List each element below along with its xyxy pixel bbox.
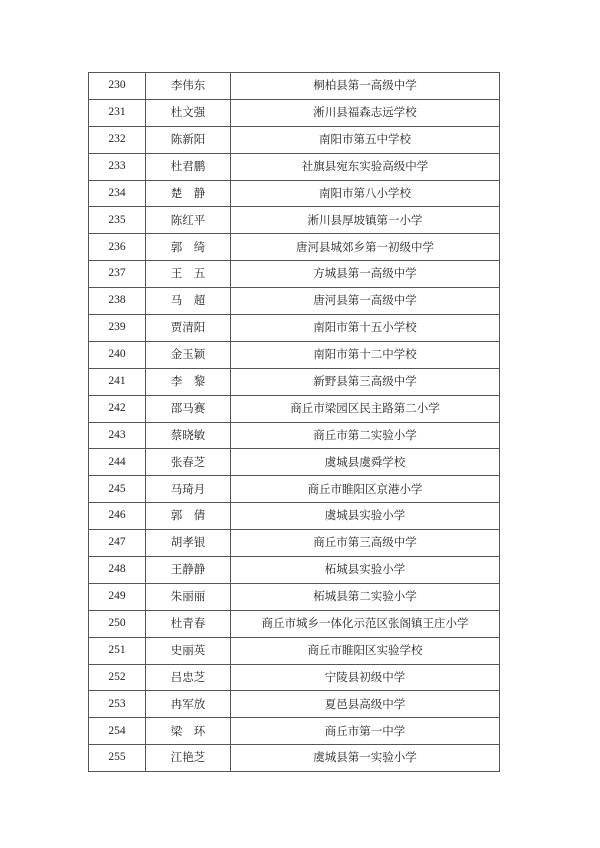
row-number-cell: 253 [89,691,146,718]
row-number-cell: 244 [89,449,146,476]
row-number-cell: 239 [89,315,146,342]
name-cell: 马琦月 [146,476,231,503]
name-cell: 王静静 [146,557,231,584]
table-row [89,583,500,610]
row-number-cell: 247 [89,530,146,557]
name-cell: 楚 静 [146,180,231,207]
row-number-cell: 250 [89,610,146,637]
table-row [89,180,500,207]
name-cell: 蔡晓敏 [146,422,231,449]
table-row [89,637,500,664]
row-number-cell: 237 [89,261,146,288]
row-number-cell: 236 [89,234,146,261]
roster-table [88,72,500,772]
table-row [89,341,500,368]
row-number-cell: 252 [89,664,146,691]
school-cell: 桐柏县第一高级中学 [231,73,500,100]
name-cell: 马 超 [146,288,231,315]
name-cell: 李伟东 [146,73,231,100]
row-number-cell: 242 [89,395,146,422]
school-cell: 商丘市梁园区民主路第二小学 [231,395,500,422]
table-row [89,288,500,315]
school-cell: 商丘市第三高级中学 [231,530,500,557]
row-number-cell: 232 [89,126,146,153]
school-cell: 南阳市第十二中学校 [231,341,500,368]
school-cell: 南阳市第十五小学校 [231,315,500,342]
row-number-cell: 255 [89,745,146,772]
name-cell: 陈红平 [146,207,231,234]
row-number-cell: 240 [89,341,146,368]
school-cell: 新野县第三高级中学 [231,368,500,395]
school-cell: 商丘市第一中学 [231,718,500,745]
row-number-cell: 230 [89,73,146,100]
table-row [89,99,500,126]
table-row [89,503,500,530]
name-cell: 江艳芝 [146,745,231,772]
table-row [89,557,500,584]
row-number-cell: 251 [89,637,146,664]
name-cell: 王 五 [146,261,231,288]
school-cell: 虞城县虞舜学校 [231,449,500,476]
table-row [89,73,500,100]
table-row [89,691,500,718]
name-cell: 胡孝银 [146,530,231,557]
table-row [89,422,500,449]
row-number-cell: 249 [89,583,146,610]
table-row [89,368,500,395]
row-number-cell: 248 [89,557,146,584]
school-cell: 商丘市第二实验小学 [231,422,500,449]
table-row [89,664,500,691]
school-cell: 淅川县福森志远学校 [231,99,500,126]
name-cell: 冉军放 [146,691,231,718]
school-cell: 淅川县厚坡镇第一小学 [231,207,500,234]
name-cell: 李 黎 [146,368,231,395]
row-number-cell: 233 [89,153,146,180]
table-row [89,745,500,772]
school-cell: 商丘市睢阳区京港小学 [231,476,500,503]
row-number-cell: 243 [89,422,146,449]
school-cell: 夏邑县高级中学 [231,691,500,718]
school-cell: 商丘市城乡一体化示范区张阁镇王庄小学 [231,610,500,637]
name-cell: 杜文强 [146,99,231,126]
name-cell: 吕忠芝 [146,664,231,691]
row-number-cell: 238 [89,288,146,315]
table-row [89,234,500,261]
row-number-cell: 231 [89,99,146,126]
school-cell: 虞城县实验小学 [231,503,500,530]
row-number-cell: 246 [89,503,146,530]
name-cell: 贾清阳 [146,315,231,342]
table-row [89,261,500,288]
school-cell: 宁陵县初级中学 [231,664,500,691]
school-cell: 南阳市第八小学校 [231,180,500,207]
row-number-cell: 245 [89,476,146,503]
table-row [89,207,500,234]
table-row [89,610,500,637]
table-row [89,449,500,476]
school-cell: 唐河县第一高级中学 [231,288,500,315]
school-cell: 柘城县第二实验小学 [231,583,500,610]
name-cell: 梁 环 [146,718,231,745]
school-cell: 商丘市睢阳区实验学校 [231,637,500,664]
name-cell: 朱丽丽 [146,583,231,610]
school-cell: 南阳市第五中学校 [231,126,500,153]
school-cell: 柘城县实验小学 [231,557,500,584]
name-cell: 杜青春 [146,610,231,637]
table-row [89,476,500,503]
school-cell: 唐河县城郊乡第一初级中学 [231,234,500,261]
row-number-cell: 234 [89,180,146,207]
name-cell: 郭 绮 [146,234,231,261]
name-cell: 张春芝 [146,449,231,476]
row-number-cell: 235 [89,207,146,234]
table-row [89,126,500,153]
table-row [89,315,500,342]
name-cell: 金玉颖 [146,341,231,368]
table-row [89,153,500,180]
row-number-cell: 254 [89,718,146,745]
name-cell: 邵马赛 [146,395,231,422]
school-cell: 方城县第一高级中学 [231,261,500,288]
name-cell: 史丽英 [146,637,231,664]
school-cell: 社旗县宛东实验高级中学 [231,153,500,180]
roster-table-body [89,73,500,772]
table-row [89,530,500,557]
name-cell: 杜君鹏 [146,153,231,180]
table-row [89,395,500,422]
name-cell: 陈新阳 [146,126,231,153]
name-cell: 郭 倩 [146,503,231,530]
row-number-cell: 241 [89,368,146,395]
school-cell: 虞城县第一实验小学 [231,745,500,772]
table-row [89,718,500,745]
